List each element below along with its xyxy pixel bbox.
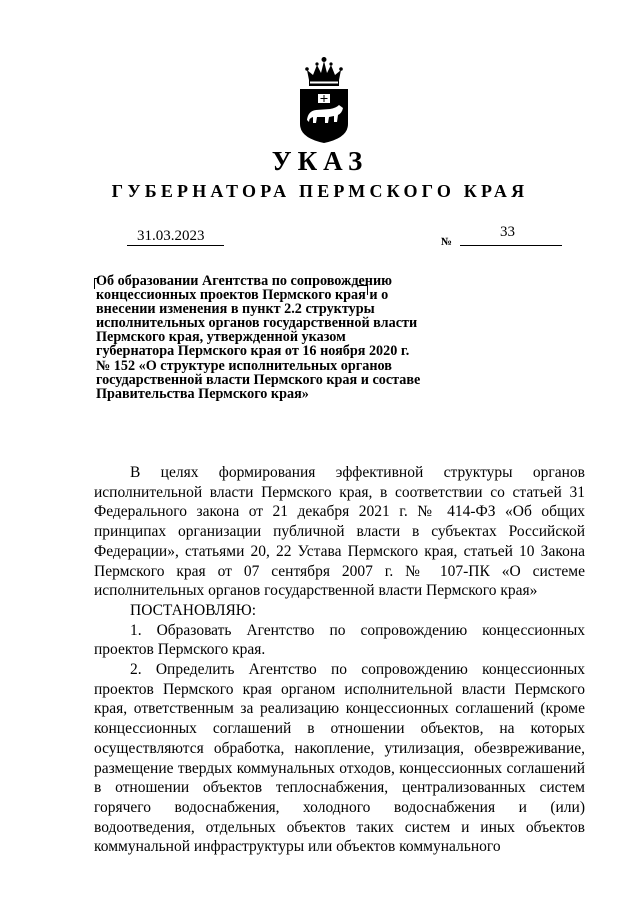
document-title: УКАЗ xyxy=(271,146,369,176)
document-subtitle: ГУБЕРНАТОРА ПЕРМСКОГО КРАЯ xyxy=(111,181,529,201)
number-label: № xyxy=(441,236,453,248)
number-underline xyxy=(460,245,562,246)
item-2: 2. Определить Агентство по сопровождению концессионных проектов Пермского края органом исполнительной власти Пермского края, ответственным за реализацию концессионных соглашений (кроме концессионных соглашений в отношении объектов, на которых осуществляются обработка, накопление, утилизация, обезвреживание, размещение твердых коммунальных отходов, концессионных соглашений в отношении объектов теплоснабжения, централизованных систем горячего водоснабжения, холодного водоснабжения и (или) водоотведения, отдельных объектов таких систем и иных объектов коммунальной инфраструктуры или объектов коммунального xyxy=(94,661,585,856)
decree-number: 33 xyxy=(500,224,515,240)
item-1: 1. Образовать Агентство по сопровождению концессионных проектов Пермского края. xyxy=(94,621,585,659)
decree-body xyxy=(94,463,585,857)
decree-date: 31.03.2023 xyxy=(137,228,205,244)
coat-of-arms-icon xyxy=(297,56,351,144)
intro-paragraph: В целях формирования эффективной структуры органов исполнительной власти Пермского края, в соответствии со статьей 31 Федерального закона от 21 декабря 2021 г. № 414-ФЗ «Об общих принципах организации публичной власти в субъектах Российской Федерации», статьями 20, 22 Устава Пермского края, статьей 10 Закона Пермского края от 07 сентября 2007 г. № 107-ПК «О системе исполнительных органов государственной власти Пермского края» xyxy=(94,464,585,600)
date-underline xyxy=(127,245,224,246)
decree-word: ПОСТАНОВЛЯЮ: xyxy=(130,601,257,619)
decree-subject: Об образовании Агентства по сопровождению концессионных проектов Пермского края и о внесении изменения в пункт 2.2 структуры исполнительных органов государственной власти Пермского края, утвержденной указом губернатора Пермского края от 16 ноября 2020 г. № 152 «О структуре исполнительных органов государственной власти Пермского края и составе Правительства Пермского края» xyxy=(96,273,421,402)
